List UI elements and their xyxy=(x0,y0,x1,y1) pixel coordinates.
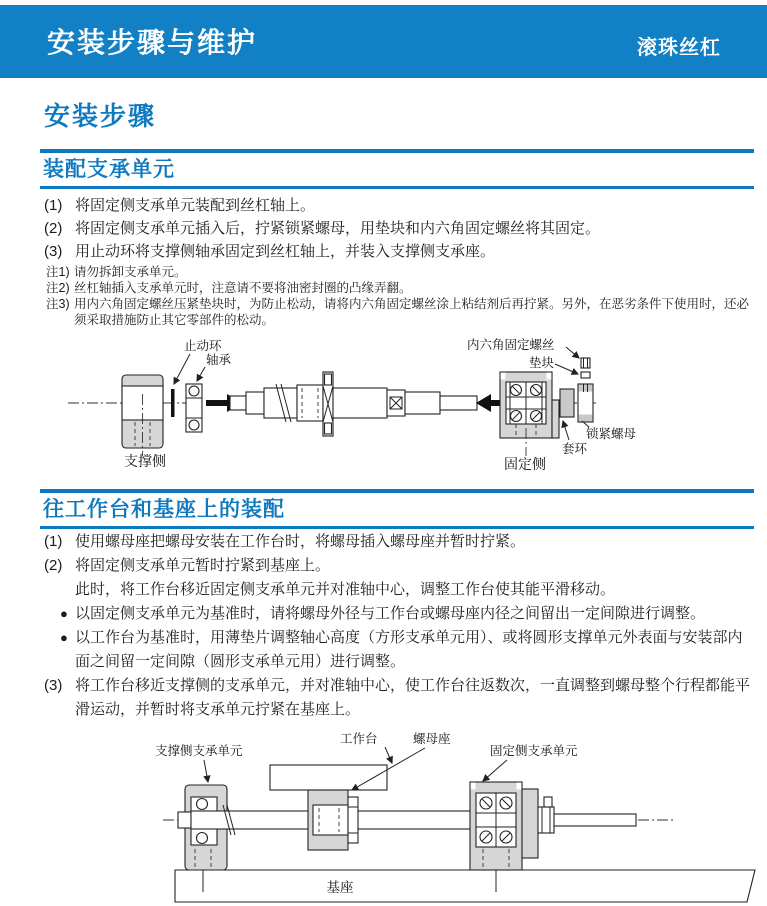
step-row xyxy=(44,674,756,722)
bearing xyxy=(186,384,202,432)
ball-screw-shaft xyxy=(230,372,477,436)
label-spacer: 垫块 xyxy=(529,356,555,370)
step-text: 使用螺母座把螺母安装在工作台时，将螺母插入螺母座并暂时拧紧。 xyxy=(75,533,526,550)
section-heading-text: 往工作台和基座上的装配 xyxy=(43,498,285,521)
nut-bracket xyxy=(308,790,358,850)
note-number: 注1) xyxy=(46,265,70,279)
note-text: 请勿拆卸支承单元。 xyxy=(74,265,187,279)
step-row xyxy=(44,578,756,602)
section1-steps xyxy=(44,194,756,263)
step-number: (3) xyxy=(44,677,63,694)
support-unit-assembly-diagram xyxy=(50,334,762,482)
lock-nut-assembly xyxy=(578,358,593,422)
step-row xyxy=(44,217,756,240)
step-text: 用止动环将支撑侧轴承固定到丝杠轴上，并装入支撑侧支承座。 xyxy=(75,243,496,260)
bullet-text: 以工作台为基准时，用薄垫片调整轴心高度（方形支承单元用）、或将圆形支撑单元外表面与安装部内面之间留一定间隙（圆形支承单元用）进行调整。 xyxy=(75,629,743,670)
note-row xyxy=(46,296,752,328)
step-number: (1) xyxy=(44,533,63,550)
section-heading-assembly-support-unit xyxy=(40,149,754,189)
shaft-end xyxy=(538,797,636,833)
hex-socket-screw xyxy=(581,358,590,368)
step-number xyxy=(44,578,75,602)
spacer-block xyxy=(581,372,590,378)
step-row xyxy=(44,554,756,578)
header-title: 安装步骤与维护 xyxy=(47,27,258,58)
note-text: 丝杠轴插入支承单元时，注意请不要将油密封圈的凸缘弄翻。 xyxy=(74,281,412,295)
section-heading-mounting-to-table-and-base xyxy=(40,489,754,529)
step-row xyxy=(44,530,756,554)
stop-ring xyxy=(171,389,175,417)
label-support-unit: 支撑侧支承单元 xyxy=(155,744,243,758)
step-number: (2) xyxy=(44,220,63,237)
label-fixed-side: 固定侧 xyxy=(504,456,546,472)
label-worktable: 工作台 xyxy=(340,732,378,746)
header-bar xyxy=(0,5,767,78)
note-row xyxy=(46,264,752,280)
label-bearing: 轴承 xyxy=(206,353,232,367)
label-fixed-unit: 固定侧支承单元 xyxy=(490,744,578,758)
support-side-housing xyxy=(122,375,163,456)
note-number: 注2) xyxy=(46,281,70,295)
header-product-name: 滚珠丝杠 xyxy=(637,37,721,59)
step-number: (1) xyxy=(44,197,63,214)
label-hex-screw: 内六角固定螺丝 xyxy=(467,338,555,352)
label-nut-bracket: 螺母座 xyxy=(413,732,451,746)
section1-notes xyxy=(46,264,752,328)
machine-base xyxy=(175,870,755,902)
collar xyxy=(560,389,574,417)
bullet-text: 以固定侧支承单元为基准时，请将螺母外径与工作台或螺母座内径之间留出一定间隙进行调整。 xyxy=(75,605,706,622)
step-number: (3) xyxy=(44,243,63,260)
page-title: 安装步骤 xyxy=(44,101,157,131)
bullet-row xyxy=(44,626,756,674)
section-heading-text: 装配支承单元 xyxy=(43,158,175,181)
step-row xyxy=(44,240,756,263)
label-stop-ring: 止动环 xyxy=(184,339,222,353)
note-text: 用内六角固定螺丝压紧垫块时，为防止松动，请将内六角固定螺丝涂上粘结剂后再拧紧。另外，在恶劣条件下使用时，还必须采取措施防止其它零部件的松动。 xyxy=(74,297,750,327)
label-base: 基座 xyxy=(326,880,354,895)
worktable xyxy=(270,765,387,790)
label-support-side: 支撑侧 xyxy=(124,453,166,469)
label-lock-nut: 锁紧螺母 xyxy=(586,427,637,441)
section2-steps xyxy=(44,530,756,722)
note-row xyxy=(46,280,752,296)
fixed-side-housing xyxy=(500,372,559,456)
label-collar: 套环 xyxy=(562,442,588,456)
bullet-marker: ● xyxy=(60,630,68,645)
step-text: 将固定侧支承单元暂时拧紧到基座上。 xyxy=(75,557,331,574)
step-text: 将固定侧支承单元装配到丝杠轴上。 xyxy=(75,197,316,214)
step-text: 此时，将工作台移近固定侧支承单元并对准轴中心，调整工作台使其能平滑移动。 xyxy=(75,581,616,598)
step-number: (2) xyxy=(44,557,63,574)
bullet-marker: ● xyxy=(60,606,68,621)
bullet-row xyxy=(44,602,756,626)
step-text: 将固定侧支承单元插入后，拧紧锁紧螺母，用垫块和内六角固定螺丝将其固定。 xyxy=(75,220,601,237)
table-base-mounting-diagram xyxy=(55,731,767,906)
step-row xyxy=(44,194,756,217)
step-text: 将工作台移近支撑侧的支承单元，并对准轴中心，使工作台往返数次，一直调整到螺母整个行程都能平滑运动，并暂时将支承单元拧紧在基座上。 xyxy=(75,677,751,718)
note-number: 注3) xyxy=(46,297,70,311)
